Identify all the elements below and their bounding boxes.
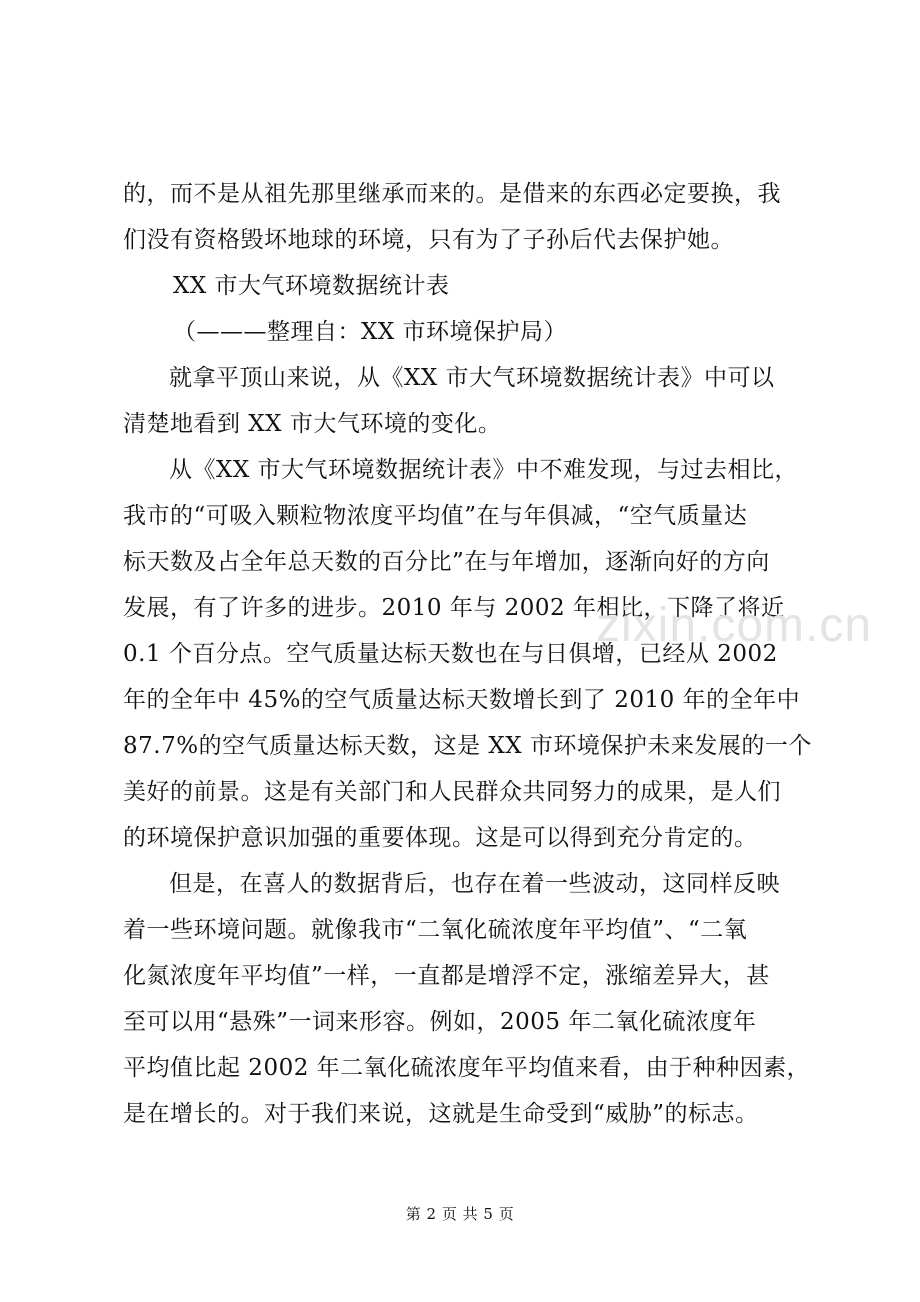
paragraph-line: 清楚地看到 XX 市大气环境的变化。 <box>123 411 502 437</box>
paragraph-line: 着一些环境问题。就像我市“二氧化硫浓度年平均值”、“二氧 <box>123 917 748 943</box>
paragraph-line: 发展，有了许多的进步。2010 年与 2002 年相比，下降了将近 <box>123 595 785 621</box>
watermark: zixin.com.cn <box>596 599 873 652</box>
paragraph-line: 从《XX 市大气环境数据统计表》中不难发现，与过去相比， <box>169 457 799 483</box>
table-source: （———整理自：XX 市环境保护局） <box>173 319 568 345</box>
paragraph-line: 但是，在喜人的数据背后，也存在着一些波动，这同样反映 <box>169 871 780 897</box>
document-body <box>123 171 823 1137</box>
paragraph-line: 标天数及占全年总天数的百分比”在与年增加，逐渐向好的方向 <box>123 549 770 575</box>
paragraph-line: 0.1 个百分点。空气质量达标天数也在与日俱增，已经从 2002 <box>123 641 778 667</box>
paragraph-line: 就拿平顶山来说，从《XX 市大气环境数据统计表》中可以 <box>169 365 775 391</box>
paragraph-line: 87.7%的空气质量达标天数，这是 XX 市环境保护未来发展的一个 <box>123 733 812 759</box>
paragraph-line: 我市的“可吸入颗粒物浓度平均值”在与年俱减，“空气质量达 <box>123 503 748 529</box>
paragraph-line: 美好的前景。这是有关部门和人民群众共同努力的成果，是人们 <box>123 779 781 805</box>
paragraph-line: 的，而不是从祖先那里继承而来的。是借来的东西必定要换，我 <box>123 181 781 207</box>
page-number: 第 2 页 共 5 页 <box>405 1205 515 1223</box>
paragraph-line: 是在增长的。对于我们来说，这就是生命受到“威胁”的标志。 <box>123 1101 759 1127</box>
table-title: XX 市大气环境数据统计表 <box>173 273 450 299</box>
paragraph-line: 平均值比起 2002 年二氧化硫浓度年平均值来看，由于种种因素， <box>123 1055 811 1081</box>
paragraph-line: 化氮浓度年平均值”一样，一直都是增浮不定，涨缩差异大，甚 <box>123 963 770 989</box>
paragraph-line: 年的全年中 45%的空气质量达标天数增长到了 2010 年的全年中 <box>123 687 801 713</box>
paragraph-line: 们没有资格毁坏地球的环境，只有为了子孙后代去保护她。 <box>123 227 734 253</box>
paragraph-line: 至可以用“悬殊”一词来形容。例如，2005 年二氧化硫浓度年 <box>123 1009 757 1035</box>
paragraph-line: 的环境保护意识加强的重要体现。这是可以得到充分肯定的。 <box>123 825 758 851</box>
